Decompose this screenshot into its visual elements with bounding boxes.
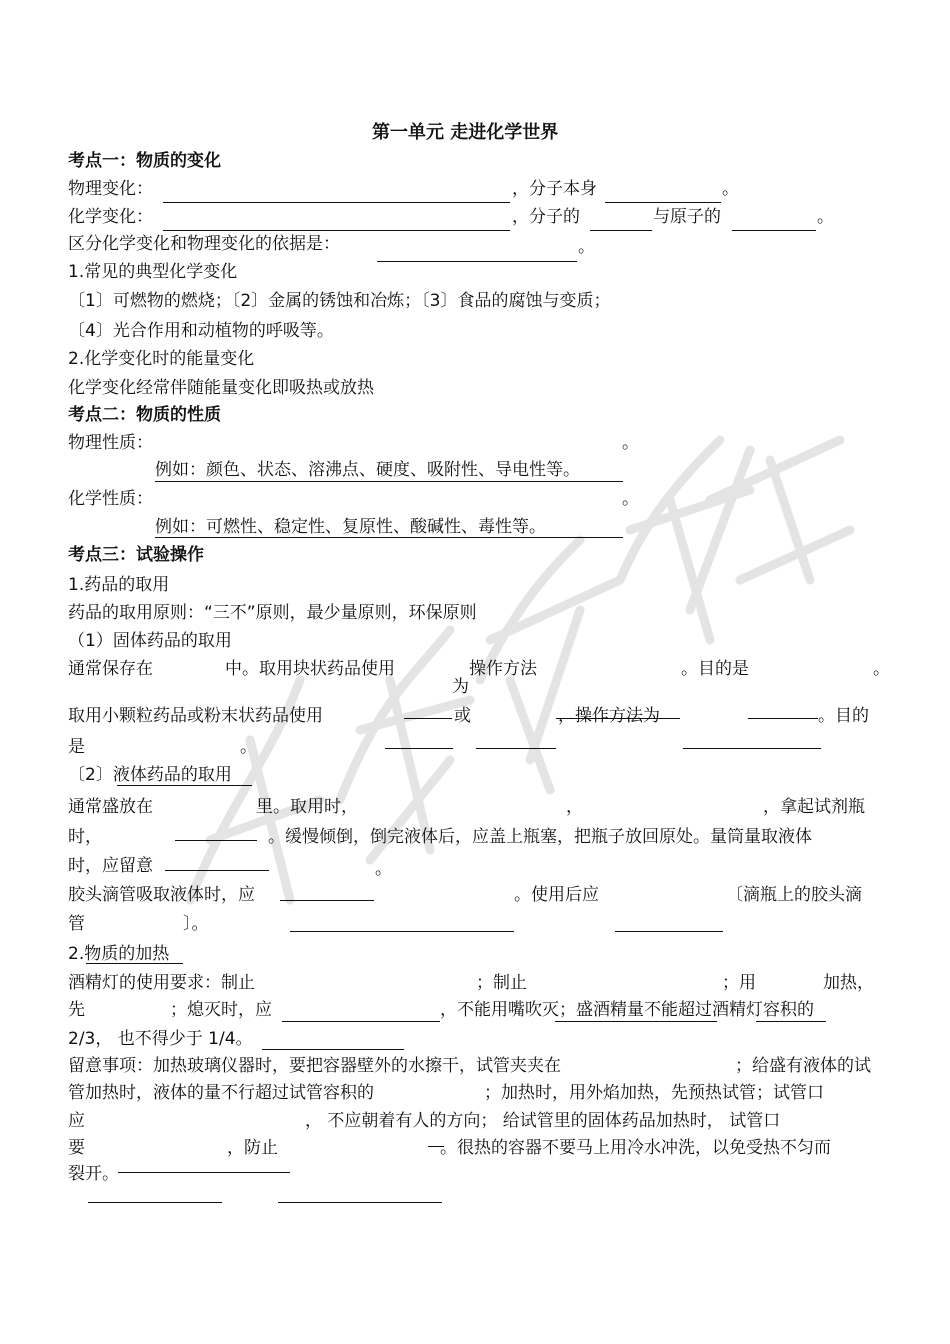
liquid-l4b: 。使用后应 [514,885,599,905]
chem-prop-label: 化学性质： [68,489,153,509]
heat-l7c: 。很热的容器不要马上用冷水冲洗，以免受热不匀而 [440,1138,831,1158]
phys-change-label: 物理变化： [68,179,153,199]
blank-line [117,785,252,786]
liquid-l3b: 。 [375,859,392,879]
solid-l1c: 操作方法 [469,659,537,679]
chem-change-end: 。 [817,207,834,227]
sub-heading: 1.药品的取用 [68,575,170,595]
blank-line [385,748,453,749]
sub-heading: 2.化学变化时的能量变化 [68,349,255,369]
solid-l1a: 通常保存在 [68,659,153,679]
paragraph: 药品的取用原则：“三不”原则，最少量原则，环保原则 [68,603,477,623]
section-heading-2: 考点二：物质的性质 [68,405,221,425]
heat-l6a: 应 [68,1111,85,1131]
liquid-l5b: 〕。 [183,914,209,934]
blank-line [748,718,818,719]
solid-l2a: 取用小颗粒药品或粉末状药品使用 [68,706,323,726]
blank-line [476,748,556,749]
sub-heading: 2.物质的加热 [68,944,170,964]
blank-line [262,1049,404,1050]
section-heading-3: 考点三：试验操作 [68,545,204,565]
phys-change-mid: ，分子本身 [512,179,597,199]
chem-prop-end: 。 [622,489,639,509]
heat-l3: 2/3， 也不得少于 1/4。 [68,1029,253,1049]
blank-line [155,481,623,482]
basis-text: 区分化学变化和物理变化的依据是： [68,234,340,254]
blank-line [163,202,510,203]
blank-line [555,1021,717,1022]
chem-change-mid2: 与原子的 [653,207,721,227]
solid-l3a: 是 [68,737,85,757]
liquid-l4a: 胶头滴管吸取液体时，应 [68,885,255,905]
phys-prop-end: 。 [622,433,639,453]
blank-line [590,230,652,231]
blank-line [86,963,183,964]
liquid-l2b: 。缓慢倾倒，倒完液体后，应盖上瓶塞，把瓶子放回原处。量筒量取液体 [268,827,812,847]
heat-l1d: 加热， [823,973,874,993]
solid-l1e: 。 [873,659,890,679]
paragraph: 〔1〕可燃物的燃烧；〔2〕金属的锈蚀和冶炼；〔3〕食品的腐蚀与变质； [68,291,611,311]
heat-l2a: 先 [68,1000,85,1020]
heat-l1b: ；制止 [476,973,527,993]
blank-line [280,900,374,901]
solid-l2b: 或 [454,706,471,726]
basis-end: 。 [578,237,595,257]
blank-line [155,537,623,538]
liquid-l1a: 通常盛放在 [68,797,153,817]
heat-l5a: 管加热时，液体的量不行超过试管容积的 [68,1083,374,1103]
heat-l7a: 要 [68,1138,85,1158]
blank-line [282,1021,440,1022]
blank-line [683,748,821,749]
blank-line [175,840,257,841]
chem-change-label: 化学变化： [68,207,153,227]
blank-line [165,870,269,871]
phys-change-end: 。 [722,179,739,199]
blank-line [732,230,816,231]
heat-l1a: 酒精灯的使用要求：制止 [68,973,255,993]
sub-heading: （1）固体药品的取用 [68,631,232,651]
blank-line [605,202,721,203]
chem-prop-example: 例如：可燃性、稳定性、复原性、酸碱性、毒性等。 [155,517,546,537]
page-title: 第一单元 走进化学世界 [372,122,559,143]
liquid-l1b: 里。取用时， [256,797,358,817]
heat-l8: 裂开。 [68,1164,119,1184]
paragraph: 〔4〕光合作用和动植物的呼吸等。 [68,321,334,341]
solid-l1b: 中。取用块状药品使用 [225,659,395,679]
solid-l1d: 。目的是 [681,659,749,679]
blank-line [278,1202,442,1203]
blank-line [404,718,452,719]
liquid-l1c: ， [566,797,583,817]
heat-l7b: ，防止 [227,1138,278,1158]
liquid-l1d: ，拿起试剂瓶 [763,797,865,817]
section-heading-1: 考点一：物质的变化 [68,151,221,171]
solid-l2d: 。目的 [818,706,869,726]
liquid-l4c: 〔滴瓶上的胶头滴 [726,885,862,905]
solid-l3b: 。 [240,737,257,757]
blank-line [88,1202,222,1203]
blank-line [118,1172,290,1173]
solid-l2c: ，操作方法为 [558,706,660,726]
heat-l2c: ，不能用嘴吹灭；盛酒精量不能超过酒精灯容积的 [440,1000,814,1020]
paragraph: 化学变化经常伴随能量变化即吸热或放热 [68,378,374,398]
heat-l4b: ；给盛有液体的试 [735,1056,871,1076]
heat-l4a: 留意事项：加热玻璃仪器时，要把容器壁外的水擦干，试管夹夹在 [68,1056,561,1076]
heat-l1c: ；用 [722,973,756,993]
chem-change-mid: ，分子的 [512,207,580,227]
blank-line [377,261,577,262]
phys-prop-example: 例如：颜色、状态、溶沸点、硬度、吸附性、导电性等。 [155,460,580,480]
heat-l2b: ；熄灭时，应 [170,1000,272,1020]
liquid-l2a: 时， [68,827,102,847]
sub-heading: 〔2〕液体药品的取用 [68,765,232,785]
liquid-l3a: 时，应留意 [68,856,153,876]
solid-l1c2: 为 [452,677,469,697]
heat-l5b: ；加热时，用外焰加热，先预热试管；试管口 [484,1083,824,1103]
blank-line [756,1021,826,1022]
liquid-l5a: 管 [68,914,85,934]
blank-line [615,931,723,932]
heat-l6b: ， 不应朝着有人的方向； 给试管里的固体药品加热时， 试管口 [305,1111,781,1131]
blank-line [290,931,514,932]
sub-heading: 1.常见的典型化学变化 [68,262,238,282]
phys-prop-label: 物理性质： [68,433,153,453]
blank-line [163,230,510,231]
